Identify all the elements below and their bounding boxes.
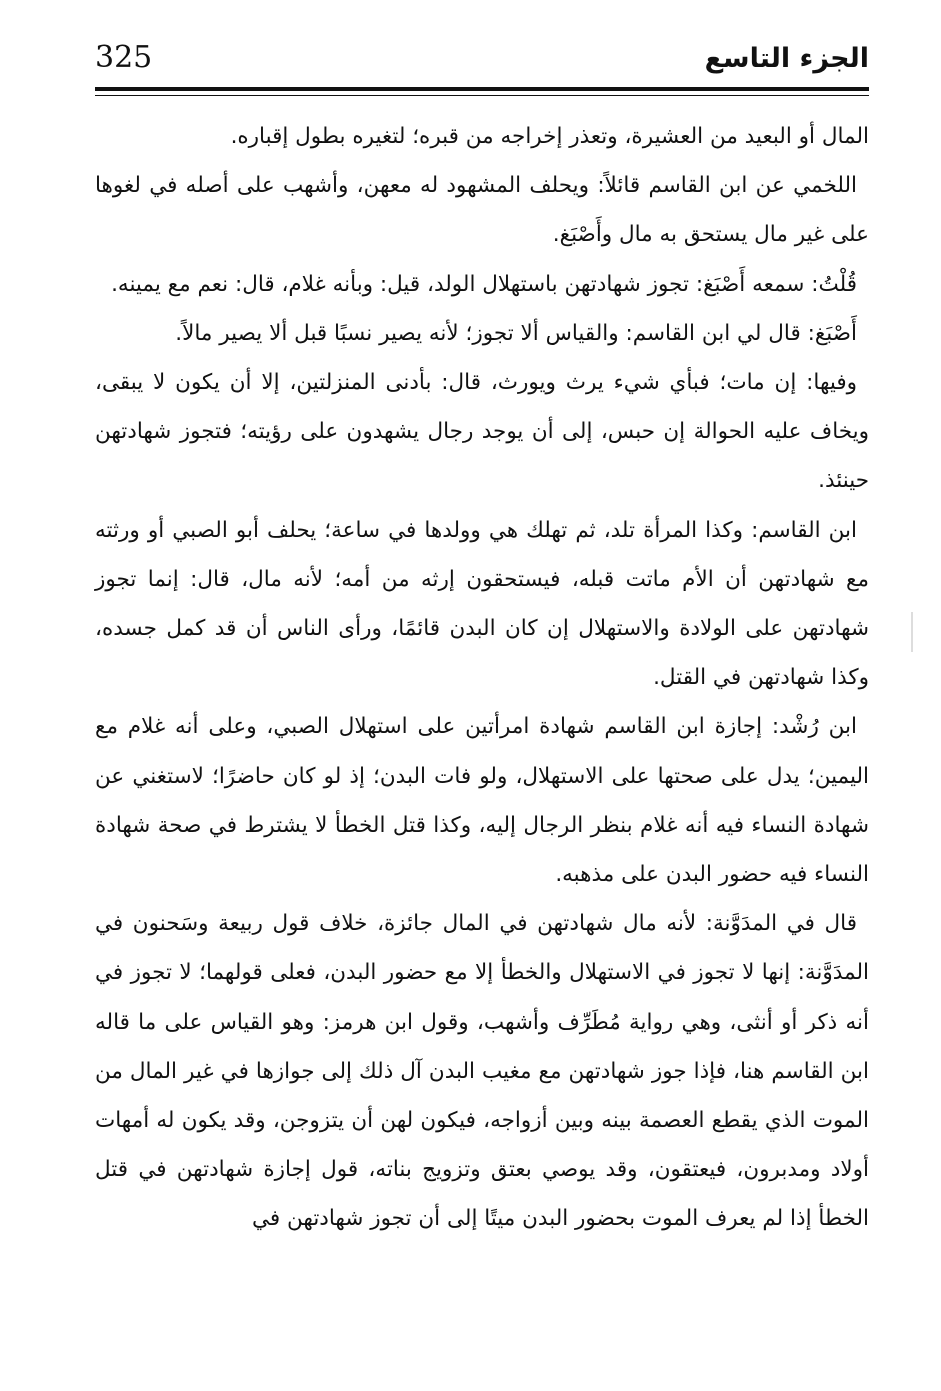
paragraph-5: وفيها: إن مات؛ فبأي شيء يرث ويورث، قال: بأدنى المنزلتين، إلا أن يكون لا يبقى، ويخاف عليه الحوالة إن حبس، إلى أن يوجد رجال يشهدون على رؤيته؛ فتجوز شهادتهن حينئذ.: [95, 370, 869, 494]
header-rule-thick: [95, 87, 869, 91]
page-number: 325: [95, 40, 153, 75]
paragraph-3: قُلْتُ: سمعه أَصْبَغ: تجوز شهادتهن باستهلال الولد، قيل: وبأنه غلام، قال: نعم مع يمينه.: [111, 271, 857, 297]
body-text: [95, 112, 869, 1244]
paragraph-1: المال أو البعيد من العشيرة، وتعذر إخراجه من قبره؛ لتغيره بطول إقباره.: [230, 124, 869, 149]
running-head-volume-title: الجزء التاسع: [704, 43, 869, 74]
paragraph-6: ابن القاسم: وكذا المرأة تلد، ثم تهلك هي وولدها في ساعة؛ يحلف أبو الصبي أو ورثته مع شهادتهن أن الأم ماتت قبله، فيستحقون إرثه من أمه؛ لأنه مال، قال: إنما تجوز شهادتهن على الولادة والاستهلال إن كان البدن قائمًا، ورأى الناس أن قد كمل جسده، وكذا شهادتهن في القتل.: [95, 517, 869, 691]
paragraph-4: أَصْبَغ: قال لي ابن القاسم: والقياس ألا تجوز؛ لأنه يصير نسبًا قبل ألا يصير مالاً.: [175, 320, 857, 346]
header-rule-thin: [95, 95, 869, 96]
paragraph-8: قال في المدَوَّنة: لأنه مال شهادتهن في المال جائزة، خلاف قول ربيعة وسَحنون في المدَوَّنة: إنها لا تجوز في الاستهلال والخطأ إلا مع حضور البدن، فعلى قولهما؛ لا تجوز في أنه ذكر أو أنثى، وهي رواية مُطَرِّف وأشهب، وقول ابن هرمز: وهو القياس على ما قاله ابن القاسم هنا، فإذا جوز شهادتهن مع مغيب البدن آل ذلك إلى جوازها في غير المال من الموت الذي يقطع العصمة بينه وبين أزواجه، فيكون لهن أن يتزوجن، وقد يكون له أمهات أولاد ومدبرون، فيعتقون، وقد يوصي بعتق وتزويج بناته، قول إجازة شهادتهن في قتل الخطأ إذا لم يعرف الموت بحضور البدن ميتًا إلى أن تجوز شهادتهن في: [95, 911, 869, 1232]
paragraph-2: اللخمي عن ابن القاسم قائلاً: ويحلف المشهود له معهن، وأشهب على أصله في لغوها على غير مال يستحق به مال وأَصْبَغ.: [95, 173, 869, 248]
margin-scan-mark: [911, 612, 913, 652]
page-header: [95, 38, 869, 90]
paragraph-7: ابن رُشْد: إجازة ابن القاسم شهادة امرأتين على استهلال الصبي، وعلى أنه غلام مع اليمين؛ يدل على صحتها على الاستهلال، ولو فات البدن؛ إذ لو كان حاضرًا؛ لاستغني عن شهادة النساء فيه أنه غلام بنظر الرجال إليه، وكذا قتل الخطأ لا يشترط في صحة شهادة النساء فيه حضور البدن على مذهبه.: [95, 714, 869, 888]
